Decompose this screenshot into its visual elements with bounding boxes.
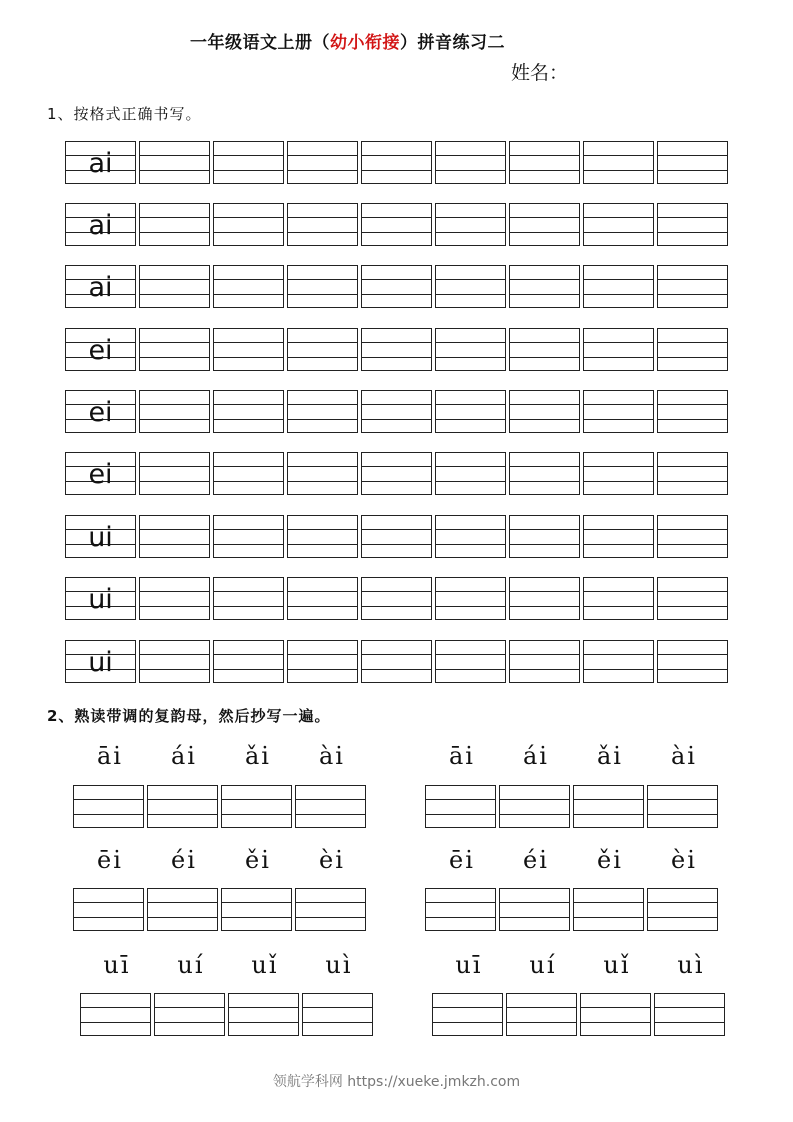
example-pinyin: ui: [88, 522, 113, 553]
copy-row: [80, 993, 373, 1036]
writing-cell[interactable]: [221, 785, 292, 828]
tone-label: éi: [171, 846, 197, 874]
writing-cell[interactable]: [435, 452, 506, 495]
writing-cell[interactable]: [154, 993, 225, 1036]
practice-row: [65, 640, 728, 683]
writing-cell[interactable]: [287, 328, 358, 371]
writing-cell[interactable]: [361, 141, 432, 184]
writing-cell[interactable]: [654, 993, 725, 1036]
tone-label: uǐ: [603, 951, 631, 979]
practice-cell-example: [65, 265, 136, 308]
writing-cell[interactable]: [287, 640, 358, 683]
writing-cell[interactable]: [213, 328, 284, 371]
copy-row: [73, 888, 366, 931]
writing-cell[interactable]: [509, 640, 580, 683]
writing-cell[interactable]: [506, 993, 577, 1036]
writing-cell[interactable]: [583, 141, 654, 184]
writing-cell[interactable]: [580, 993, 651, 1036]
writing-cell[interactable]: [583, 390, 654, 433]
footer-watermark: 领航学科网 https://xueke.jmkzh.com: [272, 1074, 521, 1090]
tone-labels-right: [432, 951, 728, 979]
tone-label: éi: [523, 846, 549, 874]
writing-cell[interactable]: [213, 577, 284, 620]
copy-row: [425, 888, 718, 931]
writing-cell[interactable]: [287, 390, 358, 433]
writing-cell[interactable]: [509, 141, 580, 184]
writing-cell[interactable]: [213, 141, 284, 184]
writing-cell[interactable]: [657, 640, 728, 683]
writing-cell[interactable]: [361, 515, 432, 558]
copy-row: [425, 785, 718, 828]
writing-cell[interactable]: [432, 993, 503, 1036]
tone-labels-left: [80, 951, 376, 979]
writing-cell[interactable]: [361, 577, 432, 620]
writing-cell[interactable]: [509, 577, 580, 620]
practice-cell-example: [65, 577, 136, 620]
writing-cell[interactable]: [139, 328, 210, 371]
tone-label: uì: [325, 951, 353, 979]
writing-cell[interactable]: [435, 577, 506, 620]
writing-cell[interactable]: [221, 888, 292, 931]
tone-label: ěi: [245, 846, 271, 874]
tone-label: ēi: [449, 846, 475, 874]
writing-cell[interactable]: [583, 328, 654, 371]
writing-cell[interactable]: [425, 785, 496, 828]
writing-cell[interactable]: [435, 328, 506, 371]
tone-label: ǎi: [597, 742, 623, 770]
writing-cell[interactable]: [499, 888, 570, 931]
writing-cell[interactable]: [139, 265, 210, 308]
writing-cell[interactable]: [499, 785, 570, 828]
writing-cell[interactable]: [73, 785, 144, 828]
writing-cell[interactable]: [147, 888, 218, 931]
writing-cell[interactable]: [73, 888, 144, 931]
example-pinyin: ai: [88, 272, 113, 303]
writing-cell[interactable]: [657, 577, 728, 620]
tone-label: èi: [671, 846, 697, 874]
tone-label: ái: [523, 742, 549, 770]
tone-labels-right: [425, 742, 721, 770]
writing-cell[interactable]: [213, 452, 284, 495]
practice-row: [65, 515, 728, 558]
writing-cell[interactable]: [657, 452, 728, 495]
writing-cell[interactable]: [435, 390, 506, 433]
writing-cell[interactable]: [228, 993, 299, 1036]
tone-label: āi: [449, 742, 475, 770]
tone-label: uí: [177, 951, 205, 979]
writing-cell[interactable]: [509, 265, 580, 308]
writing-cell[interactable]: [213, 265, 284, 308]
section2-instruction: 2、熟读带调的复韵母，然后抄写一遍。: [47, 707, 331, 725]
writing-cell[interactable]: [657, 203, 728, 246]
practice-cell-example: [65, 328, 136, 371]
writing-cell[interactable]: [583, 515, 654, 558]
practice-row: [65, 141, 728, 184]
writing-cell[interactable]: [361, 640, 432, 683]
writing-cell[interactable]: [509, 328, 580, 371]
writing-cell[interactable]: [213, 203, 284, 246]
tone-label: ài: [319, 742, 345, 770]
writing-cell[interactable]: [583, 265, 654, 308]
title-suffix: ）拼音练习二: [400, 33, 505, 53]
writing-cell[interactable]: [573, 785, 644, 828]
writing-cell[interactable]: [657, 390, 728, 433]
writing-cell[interactable]: [361, 265, 432, 308]
practice-row: [65, 452, 728, 495]
tone-labels-left: [73, 742, 369, 770]
writing-cell[interactable]: [647, 888, 718, 931]
copy-row: [432, 993, 725, 1036]
title-highlight: 幼小衔接: [330, 33, 400, 53]
writing-cell[interactable]: [435, 265, 506, 308]
tone-labels-right: [425, 846, 721, 874]
practice-row: [65, 328, 728, 371]
writing-cell[interactable]: [287, 515, 358, 558]
practice-cell-example: [65, 390, 136, 433]
writing-cell[interactable]: [213, 515, 284, 558]
writing-cell[interactable]: [213, 390, 284, 433]
tone-label: uǐ: [251, 951, 279, 979]
tone-label: ǎi: [245, 742, 271, 770]
practice-cell-example: [65, 640, 136, 683]
writing-cell[interactable]: [287, 265, 358, 308]
writing-cell[interactable]: [509, 452, 580, 495]
example-pinyin: ui: [88, 584, 113, 615]
tone-labels-left: [73, 846, 369, 874]
writing-cell[interactable]: [139, 141, 210, 184]
tone-label: uì: [677, 951, 705, 979]
writing-cell[interactable]: [287, 203, 358, 246]
writing-cell[interactable]: [139, 452, 210, 495]
tone-label: uī: [455, 951, 483, 979]
writing-cell[interactable]: [139, 577, 210, 620]
writing-cell[interactable]: [295, 785, 366, 828]
tone-label: ěi: [597, 846, 623, 874]
writing-cell[interactable]: [287, 452, 358, 495]
writing-cell[interactable]: [302, 993, 373, 1036]
example-pinyin: ai: [88, 210, 113, 241]
example-pinyin: ei: [88, 459, 113, 490]
writing-cell[interactable]: [139, 390, 210, 433]
example-pinyin: ei: [88, 397, 113, 428]
writing-cell[interactable]: [139, 203, 210, 246]
writing-cell[interactable]: [139, 515, 210, 558]
writing-cell[interactable]: [213, 640, 284, 683]
section1-instruction: 1、按格式正确书写。: [47, 105, 202, 123]
writing-cell[interactable]: [657, 328, 728, 371]
writing-cell[interactable]: [425, 888, 496, 931]
writing-cell[interactable]: [361, 452, 432, 495]
writing-cell[interactable]: [361, 390, 432, 433]
practice-cell-example: [65, 141, 136, 184]
practice-row: [65, 390, 728, 433]
name-label: 姓名：: [511, 62, 569, 84]
writing-cell[interactable]: [435, 203, 506, 246]
practice-cell-example: [65, 515, 136, 558]
writing-cell[interactable]: [435, 640, 506, 683]
practice-row: [65, 265, 728, 308]
tone-label: uí: [529, 951, 557, 979]
example-pinyin: ei: [88, 335, 113, 366]
writing-cell[interactable]: [657, 141, 728, 184]
writing-cell[interactable]: [509, 390, 580, 433]
practice-row: [65, 577, 728, 620]
tone-label: ēi: [97, 846, 123, 874]
tone-label: èi: [319, 846, 345, 874]
tone-label: ái: [171, 742, 197, 770]
tone-label: āi: [97, 742, 123, 770]
tone-label: uī: [103, 951, 131, 979]
copy-row: [73, 785, 366, 828]
writing-cell[interactable]: [657, 515, 728, 558]
writing-cell[interactable]: [583, 640, 654, 683]
page-title: [190, 28, 505, 53]
practice-row: [65, 203, 728, 246]
writing-cell[interactable]: [361, 203, 432, 246]
practice-cell-example: [65, 452, 136, 495]
writing-cell[interactable]: [147, 785, 218, 828]
writing-cell[interactable]: [583, 203, 654, 246]
practice-cell-example: [65, 203, 136, 246]
writing-cell[interactable]: [509, 203, 580, 246]
writing-cell[interactable]: [435, 141, 506, 184]
writing-cell[interactable]: [80, 993, 151, 1036]
writing-cell[interactable]: [583, 452, 654, 495]
tone-label: ài: [671, 742, 697, 770]
writing-cell[interactable]: [139, 640, 210, 683]
example-pinyin: ui: [88, 647, 113, 678]
writing-cell[interactable]: [647, 785, 718, 828]
writing-cell[interactable]: [509, 515, 580, 558]
writing-cell[interactable]: [361, 328, 432, 371]
writing-cell[interactable]: [573, 888, 644, 931]
example-pinyin: ai: [88, 148, 113, 179]
writing-cell[interactable]: [287, 577, 358, 620]
writing-cell[interactable]: [583, 577, 654, 620]
writing-cell[interactable]: [657, 265, 728, 308]
writing-cell[interactable]: [435, 515, 506, 558]
writing-cell[interactable]: [295, 888, 366, 931]
writing-cell[interactable]: [287, 141, 358, 184]
title-prefix: 一年级语文上册（: [190, 33, 330, 53]
